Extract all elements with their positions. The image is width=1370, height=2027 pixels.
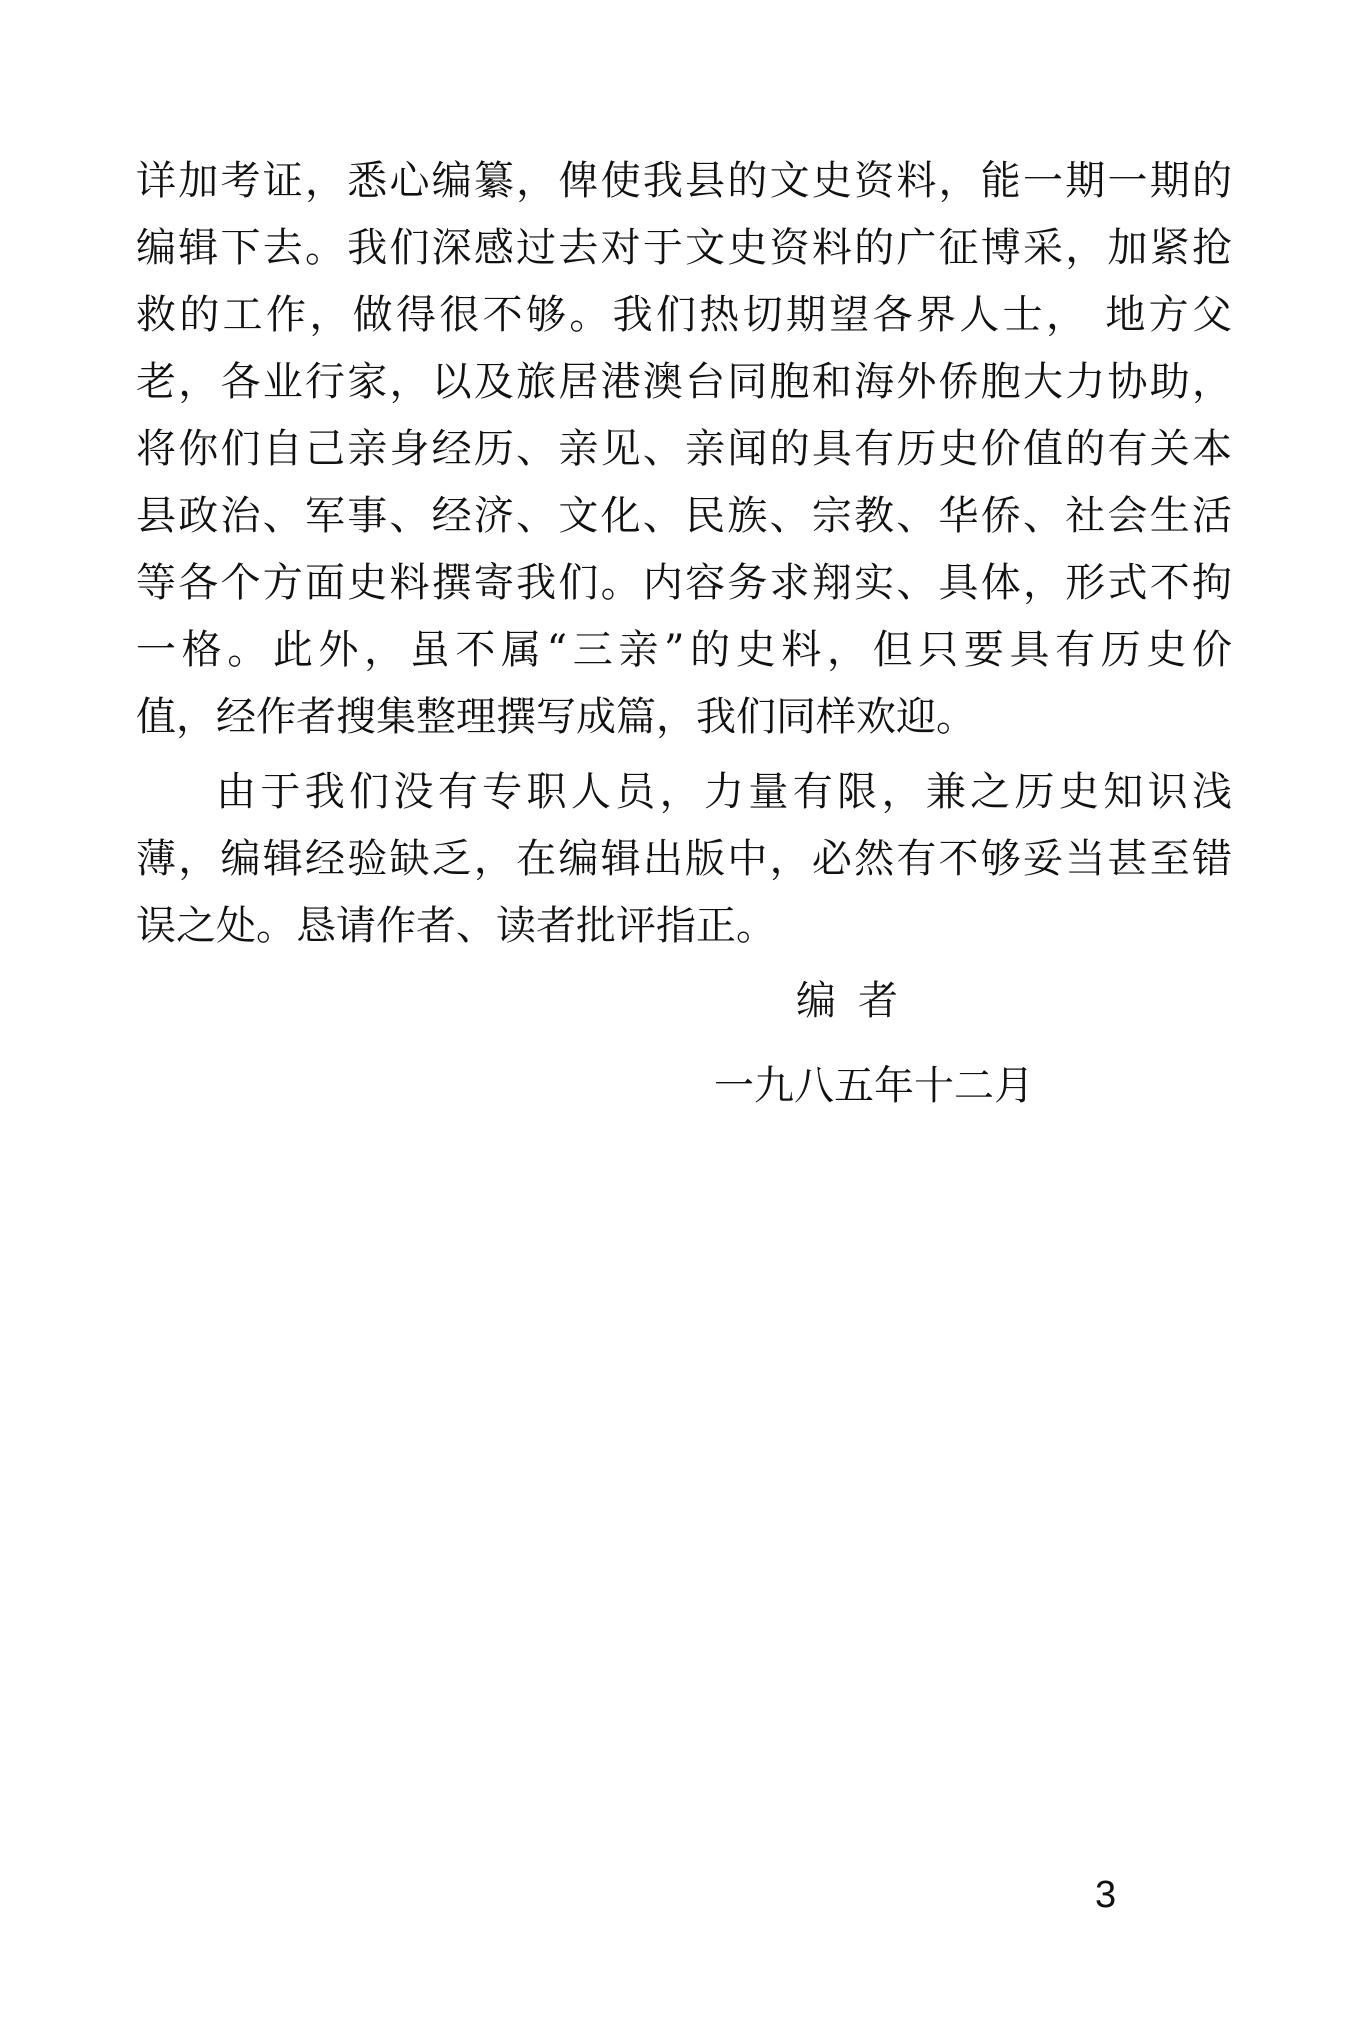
text-line: 编辑下去。我们深感过去对于文史资料的广征博采，加紧抢: [136, 225, 1232, 271]
text-line: 值，经作者搜集整理撰写成篇，我们同样欢迎。: [136, 694, 976, 740]
text-line: 一格。此外，虽不属“三亲”的史料，但只要具有历史价: [136, 627, 1232, 673]
text-line: 等各个方面史料撰寄我们。内容务求翔实、具体，形式不拘: [136, 560, 1232, 606]
text-line: 薄，编辑经验缺乏，在编辑出版中，必然有不够妥当甚至错: [136, 836, 1232, 882]
text-line: 将你们自己亲身经历、亲见、亲闻的具有历史价值的有关本: [136, 426, 1232, 472]
text-line: 详加考证，悉心编纂，俾使我县的文史资料，能一期一期的: [136, 158, 1232, 204]
text-line: 误之处。恳请作者、读者批评指正。: [136, 903, 776, 949]
paragraph-2: [136, 759, 1232, 960]
text-line: 由于我们没有专职人员，力量有限，兼之历史知识浅: [216, 769, 1232, 815]
page-number: 3: [1095, 1874, 1117, 1916]
text-line: 救的工作，做得很不够。我们热切期望各界人士， 地方父: [136, 292, 1232, 338]
paragraph-1: [136, 148, 1232, 751]
date-line: 一九八五年十二月: [714, 1063, 1034, 1109]
signature: 编者: [796, 978, 920, 1024]
text-line: 县政治、军事、经济、文化、民族、宗教、华侨、社会生活: [136, 493, 1232, 539]
text-line: 老，各业行家，以及旅居港澳台同胞和海外侨胞大力协助，: [136, 359, 1232, 405]
body-text: [136, 148, 1232, 960]
